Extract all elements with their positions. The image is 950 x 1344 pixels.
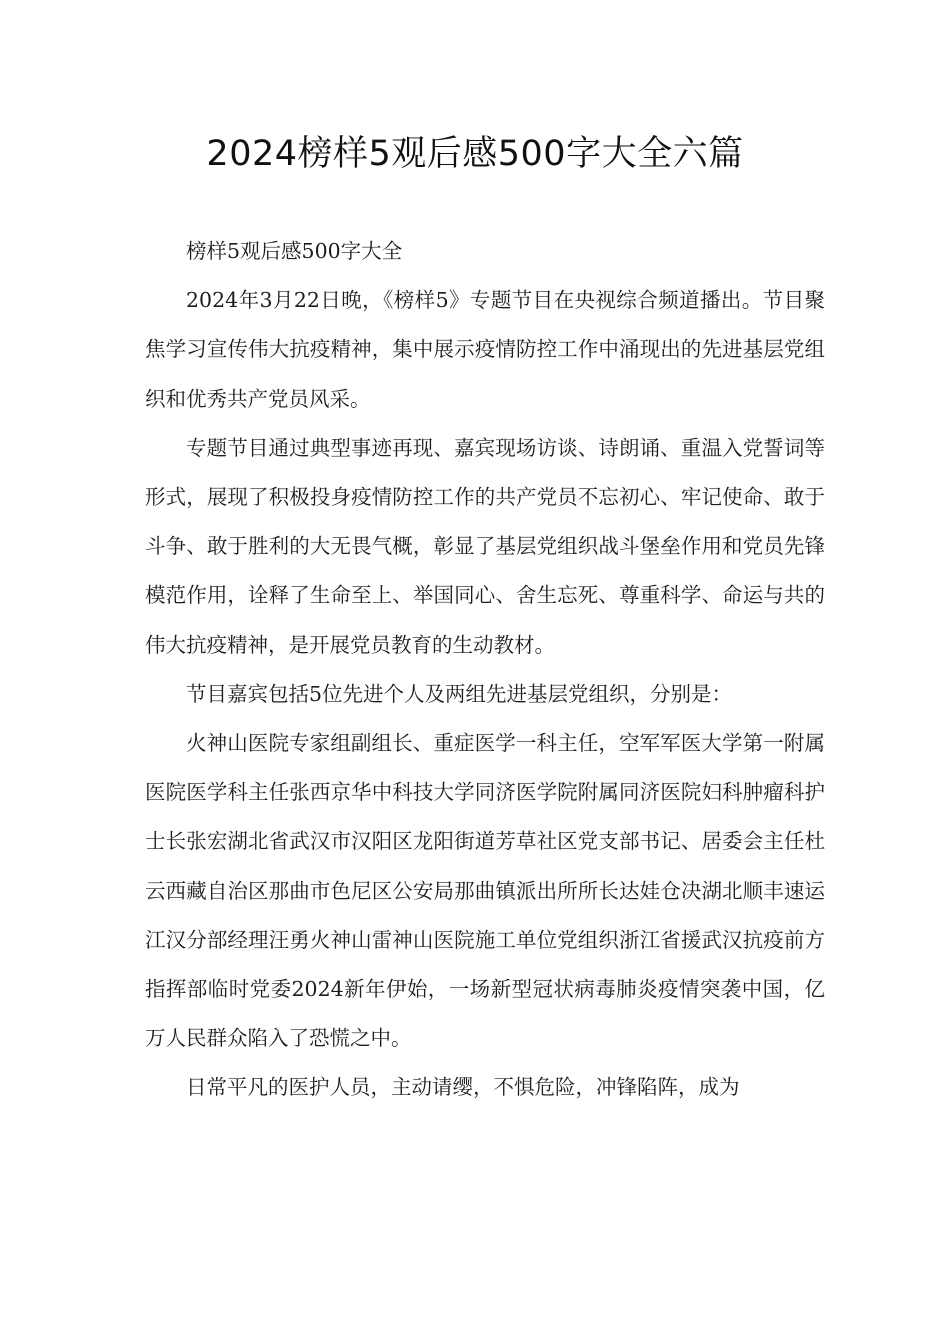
paragraph-program-format: 专题节目通过典型事迹再现、嘉宾现场访谈、诗朗诵、重温入党誓词等形式，展现了积极投身疫情防控工作的共产党员不忘初心、牢记使命、敢于斗争、敢于胜利的大无畏气概，彰显了基层党组织战斗堡垒作用和党员先锋模范作用，诠释了生命至上、举国同心、舍生忘死、尊重科学、命运与共的伟大抗疫精神，是开展党员教育的生动教材。 [145,435,825,657]
paragraph-medical-staff: 日常平凡的医护人员，主动请缨，不惧危险，冲锋陷阵，成为 [186,1075,740,1100]
paragraph-guests-list: 火神山医院专家组副组长、重症医学一科主任，空军军医大学第一附属医院医学科主任张西京华中科技大学同济医学院附属同济医院妇科肿瘤科护士长张宏湖北省武汉市汉阳区龙阳街道芳草社区党支部书记、居委会主任杜云西藏自治区那曲市色尼区公安局那曲镇派出所所长达娃仓决湖北顺丰速运江汉分部经理汪勇火神山雷神山医院施工单位党组织浙江省援武汉抗疫前方指挥部临时党委2024新年伊始，一场新型冠状病毒肺炎疫情突袭中国，亿万人民群众陷入了恐慌之中。 [145,731,825,1051]
paragraph-broadcast: 2024年3月22日晚，《榜样5》专题节目在央视综合频道播出。节目聚焦学习宣传伟大抗疫精神，集中展示疫情防控工作中涌现出的先进基层党组织和优秀共产党员风采。 [145,288,825,411]
paragraph-subtitle: 榜样5观后感500字大全 [186,239,403,263]
document-title: 2024榜样5观后感500字大全六篇 [206,134,744,174]
paragraph-guests-intro: 节目嘉宾包括5位先进个人及两组先进基层党组织，分别是： [186,681,733,706]
document-body [145,227,825,1113]
